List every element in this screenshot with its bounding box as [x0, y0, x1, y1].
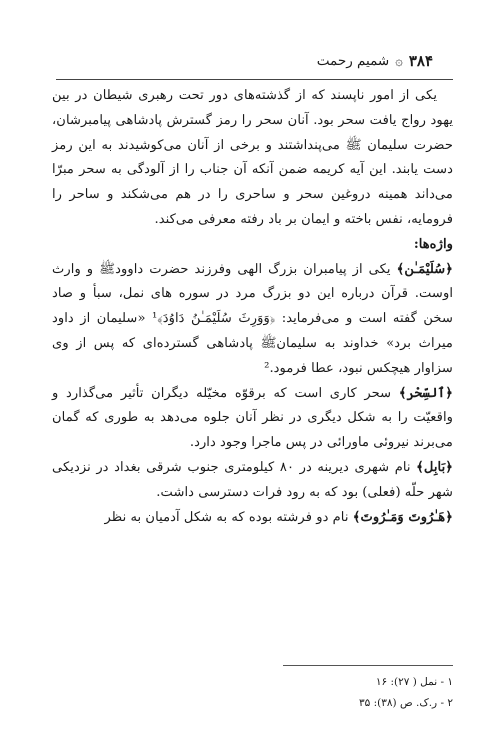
entry-term: سُلَيْمَـٰن [404, 261, 446, 277]
footnote: ۲ - ر.ک. ص (۳۸): ۳۵ [358, 697, 453, 709]
bracket-open: ﴿ [445, 385, 453, 401]
intro-paragraph: یکی از امور ناپسند که از گذشته‌های دور تحت رهبری شیطان در بین یهود رواج یافت سحر بود. آنان سحر را رمز گسترش پادشاهی پیامبرشان، حضرت سلیمان ﷺ می‌پنداشتند و برخی از آنان می‌کوشیدند به این رمز دست یابند. این آیه کریمه ضمن آنکه آن جناب را از آلودگی به سحر مبرّا می‌داند همینه دروغین سحر و ساحری را در هم می‌شکند و ساحر را فرومایه، نفس باخته و ایمان بر باد رفته معرفی می‌کند. [52, 88, 453, 227]
entry-text: نام شهری دیرینه در ۸۰ کیلومتری جنوب شرقی بغداد در نزدیکی شهر حلّه (فعلی) بود که به رود فرات دسترسی داشت. [52, 459, 453, 500]
entry-text: سحر کاری است که برقوّه مخیّله دیگران تأثیر می‌گذارد و واقعیّت را به شکل دیگری در نظر آنان جلوه می‌دهد به طوری که گمان می‌برند نیروئی ماورائی در پس ماجرا وجود دارد. [52, 385, 453, 451]
entry-text: نام دو فرشته بوده که به شکل آدمیان به نظر [104, 509, 349, 525]
bracket-close: ﴾ [398, 385, 407, 401]
vocab-entry [52, 382, 453, 456]
vocabulary-heading: واژه‌ها: [413, 236, 453, 252]
bracket-open: ﴿ [445, 261, 453, 277]
book-title: شمیم رحمت [316, 53, 390, 69]
vocab-entry [52, 506, 453, 531]
entry-text: یکی از پیامبران بزرگ الهی وفرزند حضرت داوودﷺ و وارث اوست. قرآن درباره این دو بزرگ مرد در سوره های نمل، سبأ و صاد سخن گفته است و می‌فرماید: ﴿وَوَرِثَ سُلَيْمَـٰنُ دَاوُدَ﴾¹ «سلیمان از داود میراث برد» خداوند به سلیمانﷺ پادشاهی گسترده‌ای که پس از وی سزاوار هیچکس نبود، عطا فرمود.² [52, 261, 453, 376]
bracket-close: ﴾ [416, 459, 424, 475]
footnote: ۱ - نمل ( ۲۷): ۱۶ [375, 676, 453, 688]
vocab-entry [52, 258, 453, 382]
bracket-open: ﴿ [445, 459, 453, 475]
entry-term: هَـٰرُوتَ وَمَـٰرُوتَ [360, 509, 446, 525]
vocab-entry [52, 456, 453, 506]
bracket-open: ﴿ [445, 509, 453, 525]
bracket-close: ﴾ [396, 261, 405, 277]
bracket-close: ﴾ [352, 509, 361, 525]
header-rule [56, 79, 453, 80]
page-number: ۳۸۴ [408, 52, 433, 70]
page-body [52, 84, 453, 530]
footnote-rule [283, 665, 453, 666]
running-header [70, 48, 433, 74]
entry-term: ٱلسِّحْر [406, 385, 446, 401]
ornament-icon: ۞ [395, 53, 403, 69]
entry-term: بَابِل [423, 459, 446, 475]
footnotes [52, 672, 453, 714]
